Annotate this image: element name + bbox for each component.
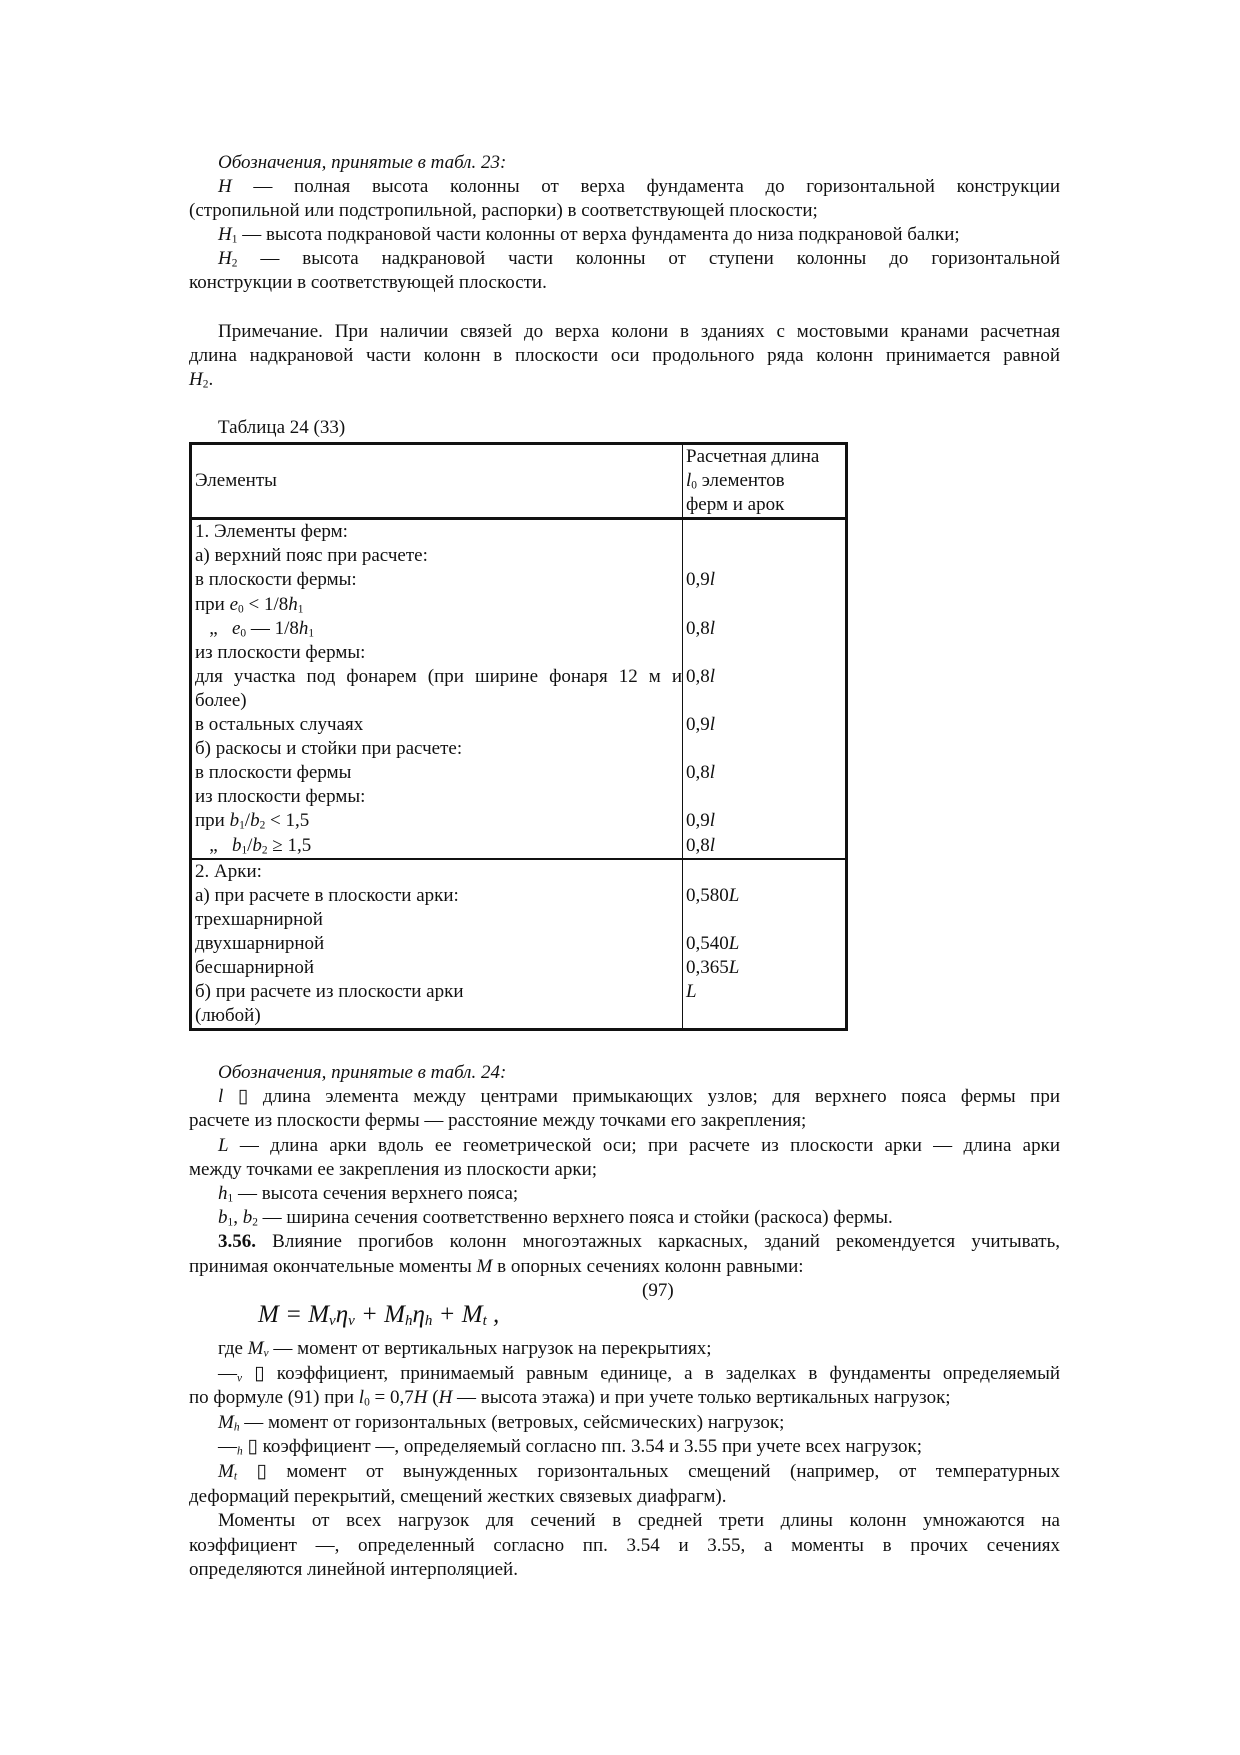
text-run: в плоскости фермы bbox=[195, 762, 352, 784]
text-run: расчете из плоскости фермы — расстояние между точками его закрепления; bbox=[189, 1110, 807, 1132]
text-run: Таблица 24 (33) bbox=[218, 417, 346, 439]
subscript: 1 bbox=[297, 602, 304, 615]
italic-symbol: l bbox=[709, 665, 716, 687]
italic-symbol: H bbox=[438, 1387, 453, 1409]
italic-symbol: h bbox=[424, 1313, 433, 1329]
text-line bbox=[189, 151, 1060, 175]
text-run: в плоскости фермы: bbox=[195, 569, 357, 591]
section-values-col bbox=[683, 860, 845, 1029]
text-line bbox=[189, 223, 1060, 247]
text-run: ≥ 1,5 bbox=[267, 834, 312, 856]
text-run: определяются линейной интерполяцией. bbox=[189, 1559, 518, 1581]
table-cell-element bbox=[195, 568, 682, 592]
italic-symbol: Обозначения, принятые в табл. 24: bbox=[218, 1062, 507, 1083]
subscript: 1 bbox=[227, 1216, 234, 1229]
text-run: элементов bbox=[696, 470, 785, 492]
italic-symbol: b bbox=[252, 834, 262, 856]
italic-symbol: h bbox=[237, 1445, 243, 1458]
italic-symbol: M bbox=[308, 1301, 330, 1328]
table-cell-element bbox=[195, 1004, 682, 1028]
table-cell-element bbox=[195, 860, 682, 884]
table-cell-element bbox=[195, 809, 682, 833]
subscript: 0 bbox=[240, 626, 247, 639]
italic-symbol: b bbox=[218, 1207, 228, 1229]
table-cell-element bbox=[195, 689, 682, 713]
text-run: — длина арки вдоль ее геометрической оси; при расчете из плоскости арки — длина арки bbox=[228, 1134, 1060, 1156]
subscript: 1 bbox=[231, 233, 238, 246]
table-cell-element bbox=[195, 980, 682, 1004]
subscript: 1 bbox=[239, 819, 245, 832]
table-24 bbox=[189, 442, 848, 1031]
table-cell-element bbox=[195, 737, 682, 761]
text-line bbox=[189, 368, 1060, 392]
text-run: 0,8 bbox=[686, 665, 710, 687]
text-run: трехшарнирной bbox=[195, 908, 323, 930]
text-run: коэффициент —, определенный согласно пп. 3.54 и 3.55, а моменты в прочих сечениях bbox=[189, 1534, 1060, 1556]
text-run: (стропильной или подстропильной, распорки) в соответствующей плоскости; bbox=[189, 200, 818, 222]
italic-symbol: l bbox=[686, 470, 692, 492]
italic-symbol: l bbox=[709, 569, 716, 591]
text-run: а) при расчете в плоскости арки: bbox=[195, 884, 459, 906]
text-line bbox=[189, 1435, 1060, 1460]
text-run: (любой) bbox=[195, 1005, 261, 1027]
text-run: — момент от горизонтальных (ветровых, сейсмических) нагрузок; bbox=[239, 1411, 785, 1433]
table-cell-element bbox=[195, 932, 682, 956]
table-cell-element bbox=[195, 617, 682, 641]
text-run: „ bbox=[195, 617, 232, 639]
italic-symbol: t bbox=[233, 1470, 237, 1483]
italic-symbol: h bbox=[218, 1182, 228, 1204]
italic-symbol: H bbox=[413, 1387, 428, 1409]
text-line bbox=[189, 416, 1060, 440]
formula-explanation bbox=[189, 1337, 1060, 1583]
text-line bbox=[189, 1337, 1060, 1362]
text-line bbox=[189, 1182, 1060, 1206]
table-cell-length bbox=[686, 713, 845, 737]
text-run: 0,8 bbox=[686, 617, 710, 639]
italic-symbol: e bbox=[229, 593, 239, 615]
table-cell-length bbox=[686, 860, 845, 884]
text-run: 0,580 bbox=[686, 884, 729, 906]
table-cell-length bbox=[686, 689, 845, 713]
table-cell-length bbox=[686, 785, 845, 809]
text-run: Моменты от всех нагрузок для сечений в средней трети длины колонн умножаются на bbox=[218, 1510, 1060, 1532]
table-cell-element bbox=[195, 785, 682, 809]
text-run: ▯ длина элемента между центрами примыкающих узлов; для верхнего пояса фермы при bbox=[223, 1086, 1060, 1108]
text-run: а) верхний пояс при расчете: bbox=[195, 545, 428, 567]
table-cell-element bbox=[195, 593, 682, 617]
table-cell-length bbox=[686, 1004, 845, 1028]
text-run: б) раскосы и стойки при расчете: bbox=[195, 738, 463, 760]
italic-symbol: H bbox=[189, 368, 203, 390]
subscript: 2 bbox=[259, 819, 266, 832]
italic-symbol: h bbox=[298, 617, 309, 639]
table-cell-length bbox=[686, 980, 845, 1004]
text-run: , bbox=[486, 1301, 500, 1328]
text-run: более) bbox=[195, 689, 247, 711]
text-run: = bbox=[278, 1301, 309, 1328]
italic-symbol: v bbox=[348, 1313, 355, 1329]
text-run: ▯ коэффициент —, определяемый согласно пп. 3.54 и 3.55 при учете всех нагрузок; bbox=[242, 1436, 923, 1458]
italic-symbol: L bbox=[728, 932, 740, 954]
table-cell-element bbox=[195, 665, 682, 689]
header-elements bbox=[192, 445, 683, 517]
text-run: по формуле (91) при bbox=[189, 1387, 359, 1409]
text-run: 0,8 bbox=[686, 834, 710, 856]
italic-symbol: l bbox=[709, 810, 716, 832]
table-cell-element bbox=[195, 834, 682, 858]
text-run: б) при расчете из плоскости арки bbox=[195, 981, 464, 1003]
table-cell-length bbox=[686, 834, 845, 858]
italic-symbol: v bbox=[263, 1347, 269, 1360]
header-line bbox=[686, 445, 845, 469]
table-cell-length bbox=[686, 956, 845, 980]
table-cell-element bbox=[195, 908, 682, 932]
table-cell-element bbox=[195, 641, 682, 665]
text-line bbox=[189, 1362, 1060, 1387]
text-run: бесшарнирной bbox=[195, 956, 314, 978]
italic-symbol: v bbox=[237, 1371, 243, 1384]
italic-symbol: L bbox=[728, 884, 740, 906]
text-line bbox=[189, 247, 1060, 271]
italic-symbol: L bbox=[728, 956, 740, 978]
italic-symbol: M bbox=[461, 1301, 483, 1328]
text-run: ▯ момент от вынужденных горизонтальных смещений (например, от температурных bbox=[237, 1460, 1060, 1482]
italic-symbol: t bbox=[482, 1313, 487, 1329]
header-line bbox=[686, 469, 845, 493]
table-cell-element bbox=[195, 713, 682, 737]
italic-symbol: H bbox=[218, 176, 232, 198]
subscript: 1 bbox=[308, 626, 315, 639]
text-run: Примечание. При наличии связей до верха колони в зданиях с мостовыми кранами расчетная bbox=[218, 320, 1060, 342]
subscript: 0 bbox=[364, 1396, 370, 1409]
text-line bbox=[189, 1109, 1060, 1133]
text-line bbox=[189, 271, 1060, 295]
text-run: / bbox=[247, 834, 253, 856]
text-run: между точками ее закрепления из плоскости арки; bbox=[189, 1158, 598, 1180]
text-run: 0,540 bbox=[686, 932, 729, 954]
header-line bbox=[686, 493, 845, 517]
text-line bbox=[189, 392, 1060, 416]
text-line bbox=[189, 1158, 1060, 1182]
italic-symbol: h bbox=[288, 593, 298, 615]
text-run: Влияние прогибов колонн многоэтажных каркасных, зданий рекомендуется учитывать, bbox=[256, 1231, 1060, 1253]
notes-table-24 bbox=[189, 1061, 1060, 1279]
formula-97 bbox=[258, 1298, 499, 1332]
italic-symbol: Обозначения, принятые в табл. 23: bbox=[218, 152, 507, 173]
italic-symbol: b bbox=[231, 834, 242, 856]
text-run: деформаций перекрытий, смещений жестких связевых диафрагм). bbox=[189, 1485, 727, 1507]
text-run: из плоскости фермы: bbox=[195, 786, 366, 808]
text-run: двухшарнирной bbox=[195, 932, 325, 954]
text-run: где bbox=[218, 1338, 248, 1359]
table-cell-length bbox=[686, 908, 845, 932]
text-run: — высота надкрановой части колонны от ступени колонны до горизонтальной bbox=[237, 248, 1060, 270]
table-cell-length bbox=[686, 932, 845, 956]
section-values-col bbox=[683, 520, 845, 857]
italic-symbol: l bbox=[709, 834, 716, 856]
table-cell-element bbox=[195, 884, 682, 908]
italic-symbol: v bbox=[329, 1313, 336, 1329]
text-run: — bbox=[218, 1362, 237, 1384]
table-cell-length bbox=[686, 761, 845, 785]
table-cell-length bbox=[686, 520, 845, 544]
section-elements-col bbox=[192, 860, 683, 1029]
text-run: — высота сечения верхнего пояса; bbox=[233, 1182, 519, 1204]
table-cell-length bbox=[686, 665, 845, 689]
text-line bbox=[189, 1386, 1060, 1411]
equation-number: (97) bbox=[642, 1280, 674, 1301]
italic-symbol: b bbox=[250, 810, 260, 832]
section-number: 3.56. bbox=[218, 1231, 256, 1253]
table-section-arches bbox=[192, 858, 845, 1029]
table-cell-element bbox=[195, 544, 682, 568]
table-cell-length bbox=[686, 641, 845, 665]
text-line bbox=[189, 1411, 1060, 1436]
italic-symbol: M bbox=[258, 1301, 279, 1328]
subscript: 0 bbox=[691, 479, 697, 492]
table-cell-length bbox=[686, 568, 845, 592]
subscript: 2 bbox=[231, 257, 238, 270]
italic-symbol: h bbox=[233, 1421, 240, 1434]
text-run: + bbox=[354, 1301, 385, 1328]
text-run: — bbox=[218, 1436, 237, 1458]
text-run: = 0,7 bbox=[369, 1387, 414, 1409]
header-effective-length bbox=[683, 445, 845, 517]
subscript: 1 bbox=[241, 843, 248, 856]
subscript: 1 bbox=[227, 1192, 234, 1205]
italic-symbol: l bbox=[709, 762, 716, 784]
table-cell-length bbox=[686, 544, 845, 568]
italic-symbol: l bbox=[218, 1086, 224, 1108]
text-run: конструкции в соответствующей плоскости. bbox=[189, 272, 547, 294]
italic-symbol: η bbox=[412, 1301, 425, 1328]
italic-symbol: M bbox=[218, 1460, 234, 1482]
text-line bbox=[189, 296, 1060, 320]
text-run: — высота подкрановой части колонны от верха фундамента до низа подкрановой балки; bbox=[237, 224, 960, 246]
text-line bbox=[189, 1230, 1060, 1254]
text-run: 0,8 bbox=[686, 762, 710, 784]
text-run: ферм и арок bbox=[686, 494, 785, 516]
text-run: 0,9 bbox=[686, 810, 710, 832]
text-run: — 1/8 bbox=[246, 617, 299, 639]
italic-symbol: η bbox=[335, 1301, 349, 1328]
table-section-trusses bbox=[192, 520, 845, 857]
italic-symbol: l bbox=[709, 714, 716, 736]
italic-symbol: H bbox=[218, 224, 232, 246]
text-run: длина надкрановой части колонн в плоскости оси продольного ряда колонн принимается равной bbox=[189, 344, 1060, 366]
italic-symbol: M bbox=[476, 1255, 493, 1277]
text-line bbox=[189, 320, 1060, 344]
text-line bbox=[189, 1460, 1060, 1485]
italic-symbol: L bbox=[686, 981, 697, 1003]
table-cell-element bbox=[195, 761, 682, 785]
text-run: 2. Арки: bbox=[195, 860, 262, 882]
text-run: для участка под фонарем (при ширине фонаря 12 м и bbox=[195, 665, 682, 687]
text-line bbox=[189, 1206, 1060, 1230]
italic-symbol: M bbox=[247, 1338, 264, 1359]
italic-symbol: H bbox=[218, 248, 232, 270]
text-line bbox=[189, 1534, 1060, 1559]
text-line bbox=[189, 1061, 1060, 1085]
text-run: — ширина сечения соответственно верхнего пояса и стойки (раскоса) фермы. bbox=[257, 1207, 893, 1229]
italic-symbol: e bbox=[231, 617, 241, 639]
subscript: 2 bbox=[202, 378, 209, 391]
italic-symbol: M bbox=[218, 1411, 234, 1433]
text-run: Расчетная длина bbox=[686, 446, 820, 467]
text-run: — момент от вертикальных нагрузок на перекрытиях; bbox=[268, 1338, 712, 1359]
text-run: 0,365 bbox=[686, 956, 729, 978]
text-run: . bbox=[208, 368, 214, 390]
section-elements-col bbox=[192, 520, 683, 857]
text-run: при bbox=[195, 810, 230, 832]
table-cell-length bbox=[686, 809, 845, 833]
text-run: 0,9 bbox=[686, 714, 710, 736]
text-line bbox=[189, 344, 1060, 368]
text-run: „ bbox=[195, 834, 232, 856]
text-run: в остальных случаях bbox=[195, 714, 364, 736]
text-run: из плоскости фермы: bbox=[195, 641, 366, 663]
table-cell-element bbox=[195, 520, 682, 544]
text-run: , bbox=[233, 1207, 243, 1229]
text-run: < 1/8 bbox=[243, 593, 289, 615]
text-run: при bbox=[195, 593, 230, 615]
text-line bbox=[189, 1134, 1060, 1158]
text-line bbox=[189, 1558, 1060, 1583]
subscript: 0 bbox=[238, 602, 244, 615]
italic-symbol: b bbox=[242, 1207, 253, 1229]
table-cell-length bbox=[686, 593, 845, 617]
subscript bbox=[348, 1313, 355, 1329]
italic-symbol: L bbox=[218, 1134, 229, 1156]
text-line bbox=[189, 1255, 1060, 1279]
italic-symbol: l bbox=[709, 617, 716, 639]
text-run: / bbox=[244, 810, 251, 832]
text-line bbox=[189, 1485, 1060, 1510]
text-line bbox=[189, 199, 1060, 223]
text-line bbox=[189, 1509, 1060, 1534]
text-run: принимая окончательные моменты bbox=[189, 1255, 477, 1277]
text-run: — высота этажа) и при учете только вертикальных нагрузок; bbox=[452, 1387, 951, 1409]
italic-symbol: h bbox=[404, 1313, 413, 1329]
table-cell-element bbox=[195, 956, 682, 980]
text-run: 1. Элементы ферм: bbox=[195, 521, 348, 543]
subscript bbox=[329, 1313, 336, 1329]
text-run: — полная высота колонны от верха фундамента до горизонтальной конструкции bbox=[231, 176, 1060, 198]
text-run: 0,9 bbox=[686, 569, 710, 591]
text-line bbox=[189, 175, 1060, 199]
table-cell-length bbox=[686, 617, 845, 641]
text-run: + bbox=[432, 1301, 462, 1328]
italic-symbol: M bbox=[384, 1301, 405, 1328]
text-run: ▯ коэффициент, принимаемый равным единице, а в заделках в фундаменты определяемый bbox=[242, 1362, 1060, 1384]
text-run: в опорных сечениях колонн равными: bbox=[492, 1255, 804, 1277]
notes-table-23 bbox=[189, 151, 1060, 440]
subscript: 2 bbox=[252, 1216, 258, 1229]
text-run: < 1,5 bbox=[265, 810, 310, 832]
text-run: ( bbox=[427, 1387, 439, 1409]
table-cell-length bbox=[686, 884, 845, 908]
subscript: 2 bbox=[261, 843, 268, 856]
italic-symbol: b bbox=[229, 810, 240, 832]
italic-symbol: l bbox=[358, 1387, 365, 1409]
header-elements-label: Элементы bbox=[195, 470, 277, 492]
text-line bbox=[189, 1085, 1060, 1109]
table-header bbox=[192, 445, 845, 520]
table-cell-length bbox=[686, 737, 845, 761]
